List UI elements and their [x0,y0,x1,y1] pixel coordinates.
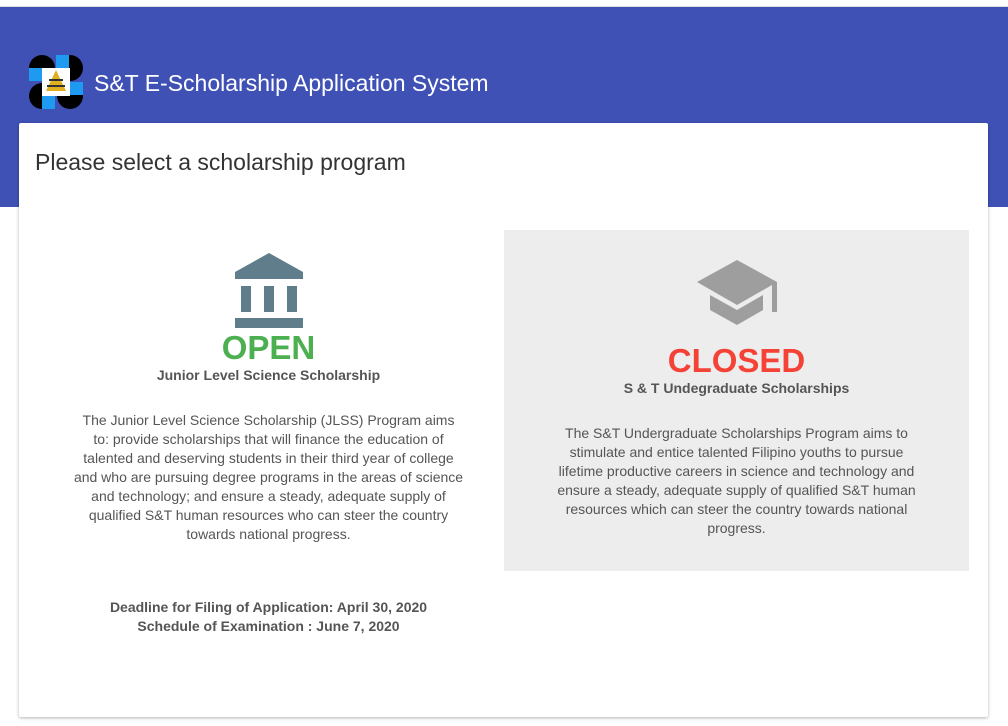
bank-icon [233,253,305,331]
program-card-undergraduate[interactable] [504,230,969,571]
app-title: S&T E-Scholarship Application System [94,70,489,96]
program-name: S & T Undegraduate Scholarships [623,380,850,396]
filing-deadline: Deadline for Filing of Application: April 30, 2020 [109,599,428,615]
dost-logo-icon [29,55,83,109]
program-description: The S&T Undergraduate Scholarships Program aims to stimulate and entice talented Filipino youths to pursue lifetime productive careers in science and technology and ensure a steady, adequate supply of qualified S&T human resources which can steer the country towards national progress. [557,425,916,536]
page-title: Please select a scholarship program [35,149,406,175]
program-card-jlss[interactable] [36,230,501,571]
program-description: The Junior Level Science Scholarship (JLSS) Program aims to: provide scholarships that will finance the education of talented and deserving students in their third year of college and who are pursuing degree programs in the areas of science and technology; and ensure a steady, adequate supply of qualified S&T human resources who can steer the country towards national progress. [73,412,464,542]
status-closed: CLOSED [667,342,806,379]
program-selection-card [19,123,988,717]
schedule-info [36,598,501,636]
program-name: Junior Level Science Scholarship [156,367,381,383]
status-open: OPEN [221,329,316,366]
exam-schedule: Schedule of Examination : June 7, 2020 [137,618,400,634]
graduation-cap-icon [696,260,778,328]
